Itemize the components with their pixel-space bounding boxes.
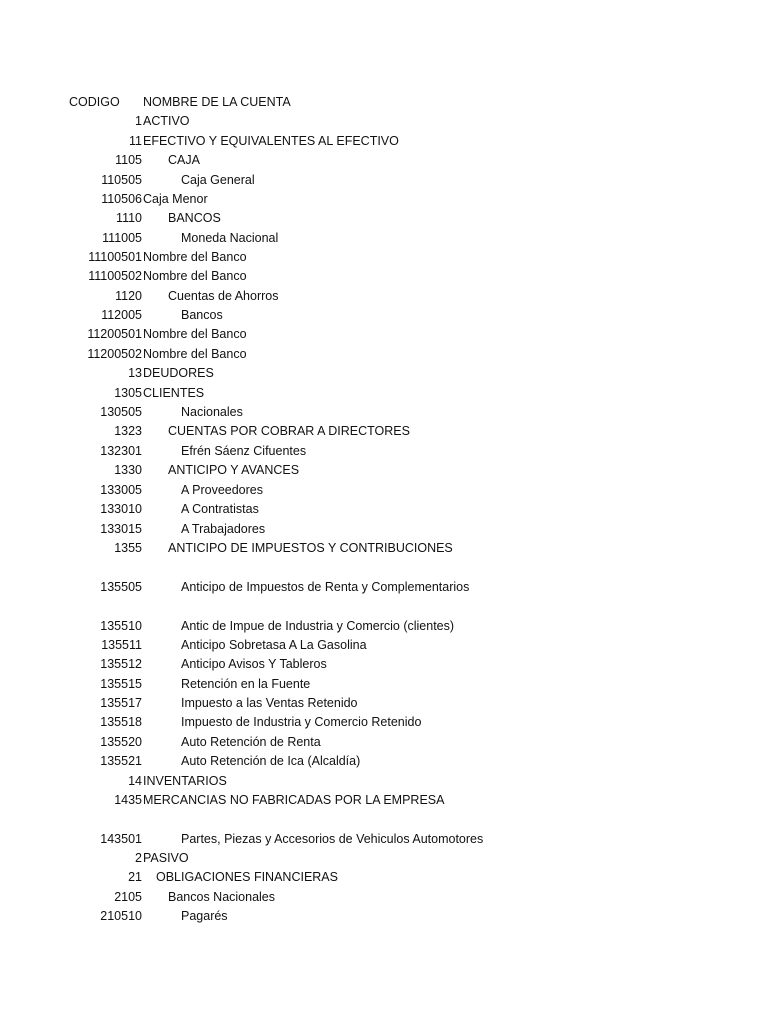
account-name: A Trabajadores bbox=[181, 522, 266, 536]
account-code: 110505 bbox=[101, 173, 142, 187]
account-name: Moneda Nacional bbox=[181, 231, 279, 245]
account-name: CAJA bbox=[168, 153, 200, 167]
account-name: Efrén Sáenz Cifuentes bbox=[181, 444, 307, 458]
account-code: 111005 bbox=[102, 231, 142, 245]
account-name: CLIENTES bbox=[143, 386, 205, 400]
account-code: 11 bbox=[129, 134, 142, 148]
account-code: 13 bbox=[128, 366, 142, 380]
account-name: Pagarés bbox=[181, 909, 228, 923]
account-name: A Contratistas bbox=[181, 502, 259, 516]
account-name: Nombre del Banco bbox=[143, 327, 247, 341]
account-name: Impuesto a las Ventas Retenido bbox=[181, 696, 358, 710]
account-code: 2105 bbox=[114, 890, 142, 904]
account-code: 135510 bbox=[100, 619, 142, 633]
account-name: Auto Retención de Ica (Alcaldía) bbox=[181, 754, 361, 768]
account-code: 210510 bbox=[100, 909, 142, 923]
account-name: Bancos bbox=[181, 308, 223, 322]
account-name: EFECTIVO Y EQUIVALENTES AL EFECTIVO bbox=[143, 134, 399, 148]
account-name: ACTIVO bbox=[143, 114, 190, 128]
account-name: Antic de Impue de Industria y Comercio (clientes) bbox=[181, 619, 455, 633]
account-code: 135512 bbox=[100, 657, 142, 671]
account-code: 1435 bbox=[114, 793, 142, 807]
account-code: 143501 bbox=[100, 832, 142, 846]
account-name: Partes, Piezas y Accesorios de Vehiculos Automotores bbox=[181, 832, 484, 846]
account-code: 135505 bbox=[100, 580, 142, 594]
account-code: 133015 bbox=[100, 522, 142, 536]
account-name: DEUDORES bbox=[143, 366, 214, 380]
account-name: CUENTAS POR COBRAR A DIRECTORES bbox=[168, 424, 410, 438]
account-name: A Proveedores bbox=[181, 483, 263, 497]
account-name: Anticipo Sobretasa A La Gasolina bbox=[181, 638, 367, 652]
account-code: 2 bbox=[135, 851, 142, 865]
account-code: 1120 bbox=[115, 289, 142, 303]
account-name: PASIVO bbox=[143, 851, 189, 865]
account-code: 1323 bbox=[114, 424, 142, 438]
account-name: Nombre del Banco bbox=[143, 347, 247, 361]
account-name: ANTICIPO DE IMPUESTOS Y CONTRIBUCIONES bbox=[168, 541, 453, 555]
account-name: Retención en la Fuente bbox=[181, 677, 311, 691]
account-code: 133010 bbox=[100, 502, 142, 516]
header-code: CODIGO bbox=[69, 95, 120, 109]
account-code: 112005 bbox=[101, 308, 142, 322]
account-code: 1305 bbox=[114, 386, 142, 400]
account-code: 11200502 bbox=[87, 347, 142, 361]
account-code: 14 bbox=[128, 774, 142, 788]
account-name: OBLIGACIONES FINANCIERAS bbox=[156, 870, 338, 884]
account-code: 110506 bbox=[101, 192, 142, 206]
header-account-name: NOMBRE DE LA CUENTA bbox=[143, 95, 291, 109]
account-name: BANCOS bbox=[168, 211, 221, 225]
account-code: 135511 bbox=[101, 638, 142, 652]
account-code: 130505 bbox=[100, 405, 142, 419]
account-name: Auto Retención de Renta bbox=[181, 735, 321, 749]
account-name: ANTICIPO Y AVANCES bbox=[168, 463, 300, 477]
account-name: Caja General bbox=[181, 173, 255, 187]
account-name: Cuentas de Ahorros bbox=[168, 289, 279, 303]
account-code: 135517 bbox=[100, 696, 142, 710]
account-code: 11100502 bbox=[88, 269, 142, 283]
account-code: 11100501 bbox=[88, 250, 142, 264]
account-name: Anticipo de Impuestos de Renta y Complementarios bbox=[181, 580, 470, 594]
account-code: 1110 bbox=[116, 211, 142, 225]
account-code: 11200501 bbox=[87, 327, 142, 341]
account-name: Nacionales bbox=[181, 405, 243, 419]
account-name: MERCANCIAS NO FABRICADAS POR LA EMPRESA bbox=[143, 793, 445, 807]
account-name: Anticipo Avisos Y Tableros bbox=[181, 657, 327, 671]
account-code: 1330 bbox=[114, 463, 142, 477]
account-code: 135515 bbox=[100, 677, 142, 691]
account-code: 132301 bbox=[100, 444, 142, 458]
account-code: 21 bbox=[128, 870, 142, 884]
account-name: INVENTARIOS bbox=[143, 774, 227, 788]
account-code: 1 bbox=[135, 114, 142, 128]
account-code: 1355 bbox=[114, 541, 142, 555]
account-name: Nombre del Banco bbox=[143, 250, 247, 264]
account-name: Bancos Nacionales bbox=[168, 890, 276, 904]
account-code: 135520 bbox=[100, 735, 142, 749]
account-name: Nombre del Banco bbox=[143, 269, 247, 283]
account-code: 1105 bbox=[115, 153, 142, 167]
account-code: 133005 bbox=[100, 483, 142, 497]
account-code: 135521 bbox=[100, 754, 142, 768]
account-code: 135518 bbox=[100, 715, 142, 729]
account-name: Impuesto de Industria y Comercio Retenido bbox=[181, 715, 422, 729]
account-name: Caja Menor bbox=[143, 192, 208, 206]
